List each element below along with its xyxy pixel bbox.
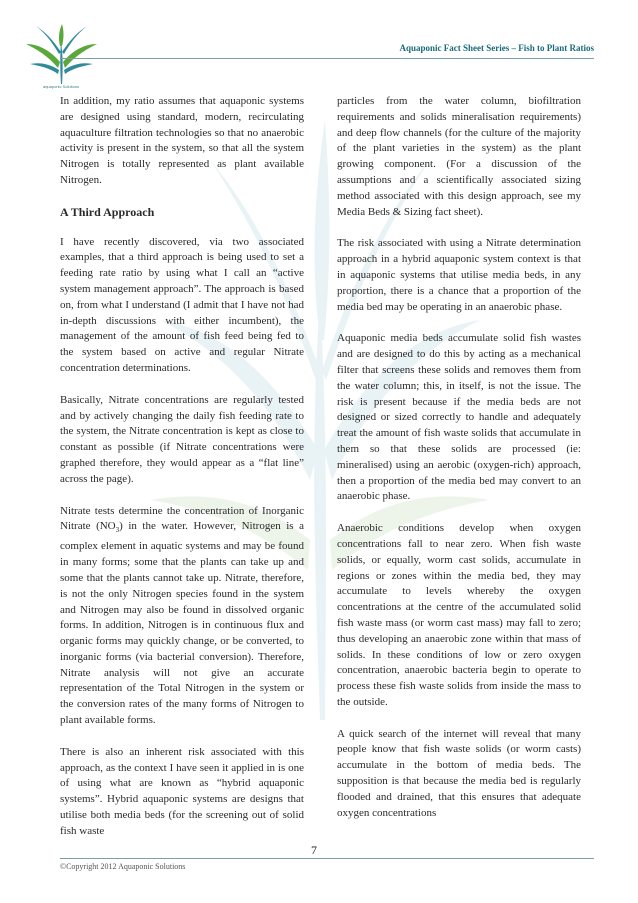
paragraph-text: Nitrate tests determine the concentration of Inorganic Nitrate (NO — [60, 504, 304, 533]
paragraph: Aquaponic media beds accumulate solid fish wastes and are designed to do this by acting as a mechanical filter that screens these solids and removes them from the water column; this, in itself, is not the issue. The risk is present because if the media beds are not designed or sized correctly to handle and adequately treat the amount of fish waste solids that accumulate in them so that these solids are processed (ie: mineralised) using an aerobic (oxygen-rich) approach, then a proportion of the media bed may convert to an anaerobic phase. — [337, 332, 581, 503]
left-column — [60, 94, 304, 856]
paragraph — [60, 504, 304, 729]
paragraph: There is also an inherent risk associated with this approach, as the context I have seen it applied in is one of using what are known as “hybrid aquaponic systems”. Hybrid aquaponic systems are designs that utilise both media beds (for the screening out of solid fish waste — [60, 745, 304, 837]
header-divider — [60, 58, 594, 59]
logo-caption: aquaponic Solutions — [42, 84, 80, 89]
header-title: Aquaponic Fact Sheet Series – Fish to Plant Ratios — [399, 43, 594, 53]
page-number: 7 — [311, 843, 317, 857]
paragraph: The risk associated with using a Nitrate determination approach in a hybrid aquaponic system context is that in aquaponic systems that utilise media beds, in any proportion, there is a chance that a proportion of the media bed may be operating in an anaerobic phase. — [337, 237, 581, 313]
copyright-text: ©Copyright 2012 Aquaponic Solutions — [60, 862, 186, 871]
paragraph: Basically, Nitrate concentrations are regularly tested and by actively changing the daily fish feeding rate to the system, the Nitrate concentration is kept as close to constant as possible (if Nitrate concentrations were graphed therefore, they would appear as a “flat line” across the page). — [60, 393, 304, 485]
paragraph-text: ) in the water. However, Nitrogen is a complex element in aquatic systems and may be found in many forms; some that the plants can take up and some that the plants cannot take up. Nitrate, therefore, is not the only Nitrogen species found in the system and Nitrogen may also be found in dissolved organic forms. In addition, Nitrogen is in continuous flux and organic forms may quickly change, or be converted, to inorganic forms (via bacterial conversion). Therefore, Nitrate analysis will not give an accurate representation of the Total Nitrogen in the system or the conversion rates of the many forms of Nitrogen to plant available forms. — [60, 520, 304, 727]
paragraph: I have recently discovered, via two associated examples, that a third approach is being used to set a feeding rate ratio by using what I call an “active system management approach”. The approach is based on, from what I understand (I admit that I have not had in-depth discussions with either incumbent), the management of the amount of fish feed being fed to the system based on active and regular Nitrate concentration determinations. — [60, 235, 304, 374]
paragraph: In addition, my ratio assumes that aquaponic systems are designed using standard, modern, recirculating aquaculture filtration technologies so that no anaerobic activity is present in the system, so that all the system Nitrogen is totally represented as plant available Nitrogen. — [60, 95, 304, 186]
footer-divider — [60, 858, 594, 859]
subscript: 3 — [115, 526, 120, 535]
paragraph: particles from the water column, biofiltration requirements and solids mineralisation requirements) and deep flow channels (for the culture of the majority of the plant varieties in the system) as the plant growing component. (For a discussion of the assumptions and a scientifically associated sizing method associated with this design approach, see my Media Beds & Sizing fact sheet). — [337, 95, 581, 218]
section-heading: A Third Approach — [60, 204, 155, 219]
paragraph: A quick search of the internet will reveal that many people know that fish waste solids (or worm casts) accumulate in the bottom of media beds. The supposition is that because the media bed is regularly flooded and drained, that this ensures that adequate oxygen concentrations — [337, 727, 581, 819]
right-column — [337, 94, 581, 837]
paragraph: Anaerobic conditions develop when oxygen concentrations fall to near zero. When fish waste solids, or equally, worm cast solids, accumulate in regions or zones within the media bed, they may accumulate to levels whereby the oxygen concentrations at the centre of the accumulated solid fish waste mass (or worm cast mass) may fall to zero; thus developing an anaerobic zone within that mass of solids. In these conditions of low or zero oxygen concentration, anaerobic bacteria begin to operate to process these fish waste solids from inside the mass to the outside. — [337, 522, 581, 708]
plant-logo-icon — [22, 24, 100, 86]
